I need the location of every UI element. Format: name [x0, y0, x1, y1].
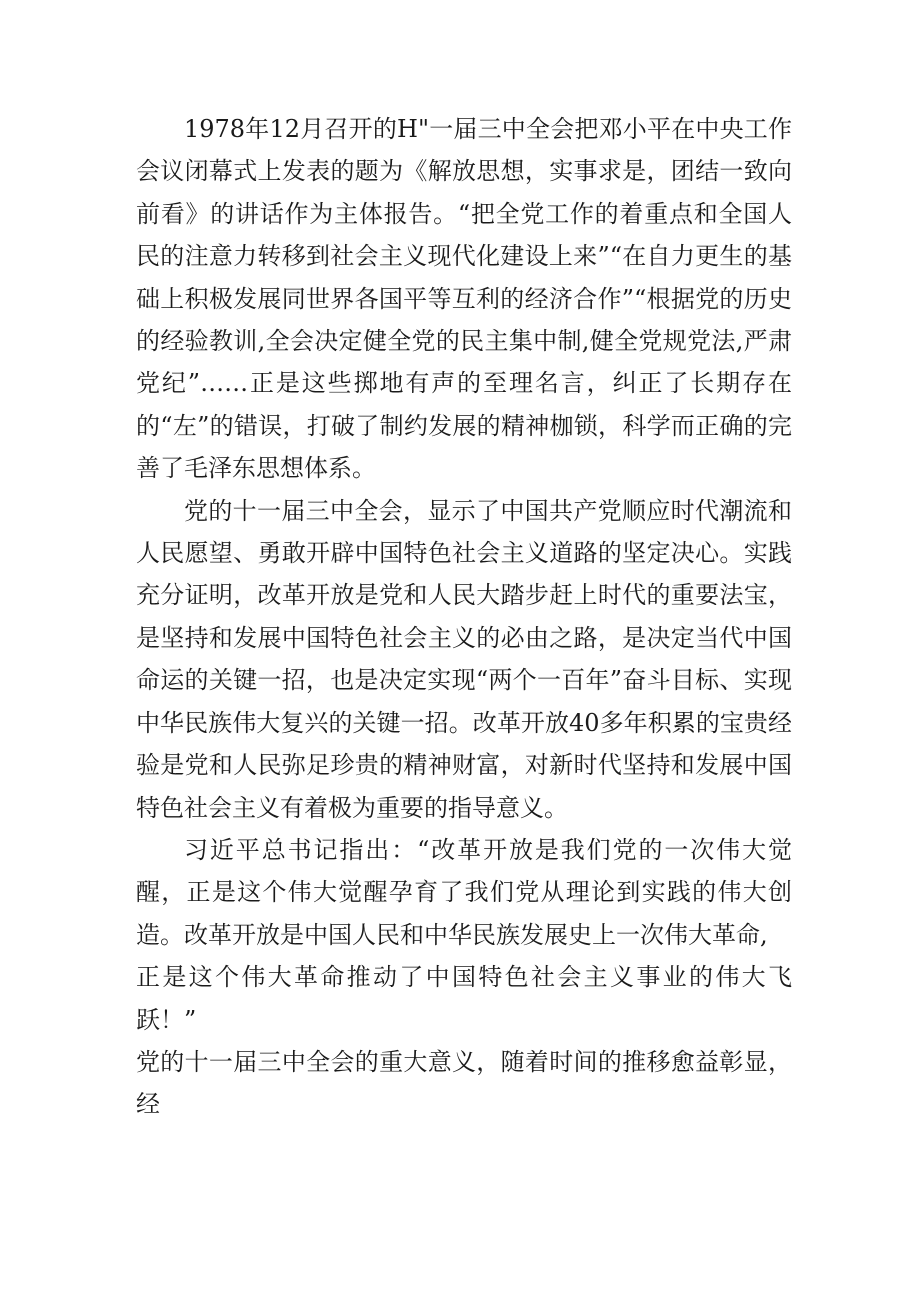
document-body	[136, 108, 792, 1126]
paragraph-4-start: 党的十一届三中全会的重大意义，随着时间的推移愈益彰显，经	[136, 1047, 792, 1119]
paragraph-3: 习近平总书记指出：“改革开放是我们党的一次伟大觉醒，正是这个伟大觉醒孕育了我们党从理论到实践的伟大创造。改革开放是中国人民和中华民族发展史上一次伟大革命,	[136, 835, 792, 949]
paragraph-1: 1978年12月召开的H"一届三中全会把邓小平在中央工作会议闭幕式上发表的题为《解放思想，实事求是，团结一致向前看》的讲话作为主体报告。“把全党工作的着重点和全国人民的注意力转移到社会主义现代化建设上来”“在自力更生的基础上积极发展同世界各国平等互利的经济合作”“根据党的历史的经验教训,全会决定健全党的民主集中制,健全党规党法,严肃党纪”……正是这些掷地有声的至理名言，纠正了长期存在的“左”的错误，打破了制约发展的精神枷锁，科学而正确的完善了毛泽东思想体系。	[136, 115, 792, 483]
paragraph-2: 党的十一届三中全会，显示了中国共产党顺应时代潮流和人民愿望、勇敢开辟中国特色社会主义道路的坚定决心。实践充分证明，改革开放是党和人民大踏步赶上时代的重要法宝，是坚持和发展中国特色社会主义的必由之路，是决定当代中国命运的关键一招，也是决定实现“两个一百年”奋斗目标、实现中华民族伟大复兴的关键一招。改革开放40多年积累的宝贵经验是党和人民弥足珍贵的精神财富，对新时代坚持和发展中国特色社会主义有着极为重要的指导意义。	[136, 496, 792, 822]
paragraph-3-continuation: 正是这个伟大革命推动了中国特色社会主义事业的伟大飞跃！”	[136, 963, 792, 1034]
